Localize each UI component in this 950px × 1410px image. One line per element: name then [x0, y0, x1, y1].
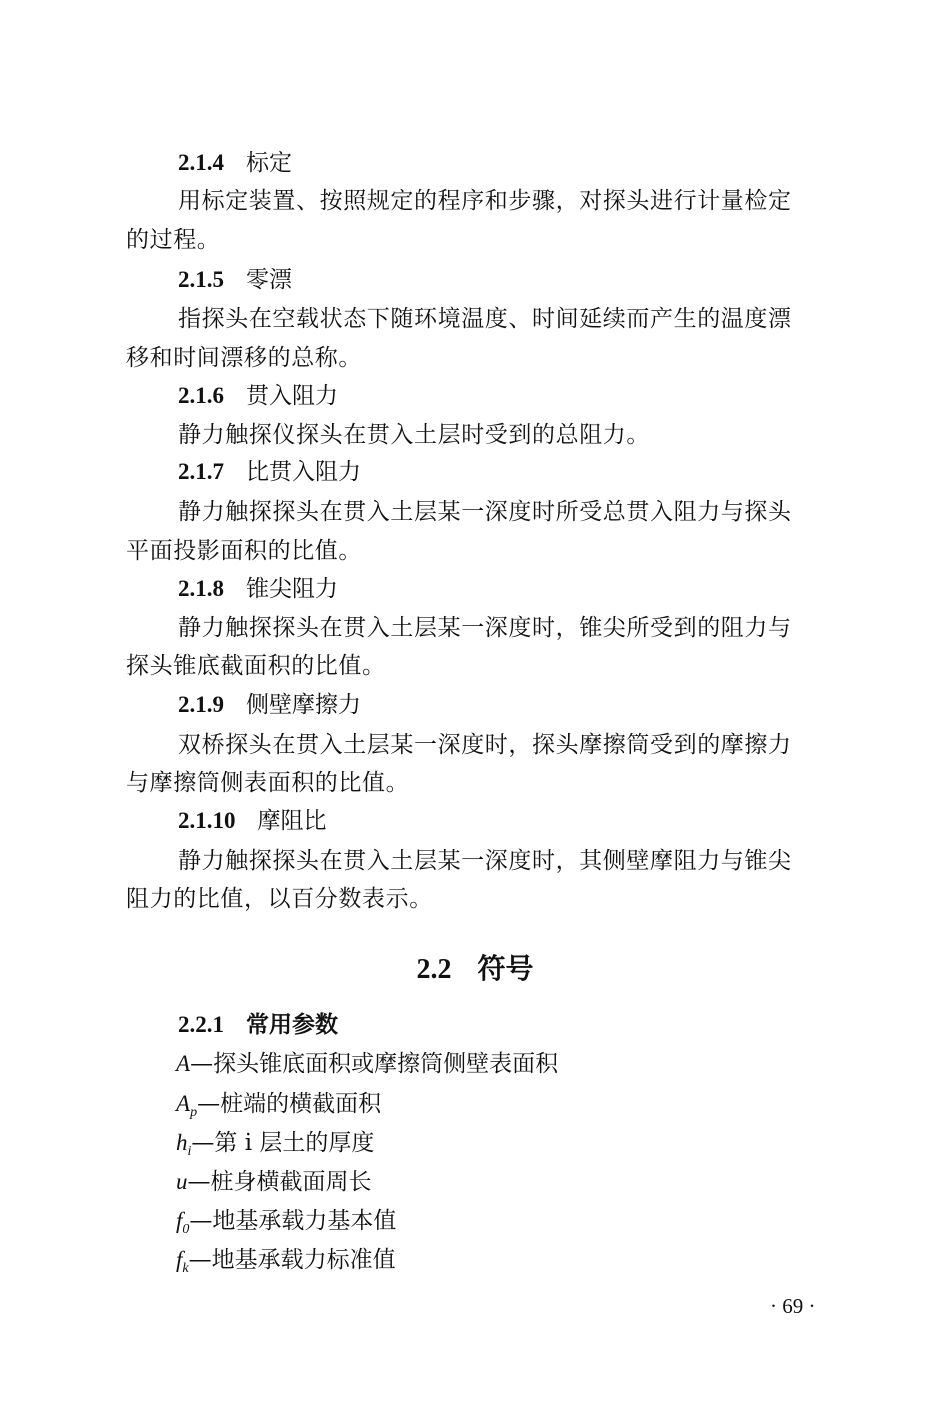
- clause-term: 零漂: [246, 267, 292, 293]
- clause-number: 2.1.10: [178, 808, 236, 833]
- symbol-description: —探头锥底面积或摩擦筒侧壁表面积: [190, 1051, 559, 1077]
- section-number: 2.2: [416, 954, 452, 985]
- symbol-subscript: p: [190, 1105, 198, 1120]
- clause-text-line: 双桥探头在贯入土层某一深度时，探头摩擦筒受到的摩擦力: [178, 732, 792, 758]
- clause-text-line: 的过程。: [126, 227, 221, 253]
- symbol-description: —桩端的横截面积: [197, 1091, 382, 1117]
- symbol-subscript: i: [187, 1144, 192, 1159]
- section-name: 符号: [477, 952, 534, 985]
- clause-number: 2.1.4: [178, 150, 224, 175]
- clause-heading: [178, 148, 292, 178]
- section-title: [0, 952, 950, 987]
- clause-text-line: 静力触探探头在贯入土层某一深度时，其侧壁摩阻力与锥尖: [178, 848, 792, 874]
- symbol: $A_p$: [176, 1091, 198, 1120]
- clause-text-line: 移和时间漂移的总称。: [126, 345, 362, 371]
- clause-heading: [178, 457, 361, 487]
- clause-text-line: 与摩擦筒侧表面积的比值。: [126, 770, 410, 796]
- clause-term: 锥尖阻力: [246, 576, 338, 602]
- symbol-description: —桩身横截面周长: [187, 1169, 372, 1195]
- clause-term: 标定: [246, 150, 292, 176]
- page-number: · 69 ·: [770, 1294, 816, 1318]
- symbol-description: —地基承载力基本值: [189, 1208, 397, 1234]
- symbol-entry: [176, 1049, 558, 1079]
- symbol-description: —第 i 层土的厚度: [191, 1130, 375, 1156]
- clause-number: 2.1.7: [178, 459, 224, 484]
- clause-number: 2.1.6: [178, 383, 224, 408]
- clause-text-line: 平面投影面积的比值。: [126, 538, 362, 564]
- symbol: u: [176, 1169, 188, 1194]
- symbol-entry: [176, 1089, 381, 1128]
- symbol-entry: [176, 1167, 372, 1197]
- clause-text-line: 指探头在空载状态下随环境温度、时间延续而产生的温度漂: [178, 306, 792, 332]
- clause-text-line: 静力触探探头在贯入土层某一深度时，锥尖所受到的阻力与: [178, 615, 792, 641]
- clause-number: 2.1.8: [178, 576, 224, 601]
- clause-heading: [178, 574, 338, 604]
- clause-heading: [178, 690, 361, 720]
- symbol: $f_k$: [176, 1247, 189, 1276]
- symbol-description: —地基承载力标准值: [188, 1247, 396, 1273]
- subsection-title: 常用参数: [246, 1011, 338, 1038]
- symbol: $h_i$: [176, 1130, 192, 1159]
- clause-text-line: 用标定装置、按照规定的程序和步骤，对探头进行计量检定: [178, 188, 792, 214]
- clause-heading: [178, 381, 338, 411]
- symbol-subscript: k: [182, 1261, 189, 1276]
- clause-term: 摩阻比: [257, 808, 327, 834]
- clause-text-line: 静力触探探头在贯入土层某一深度时所受总贯入阻力与探头: [178, 499, 792, 525]
- clause-text-line: 阻力的比值，以百分数表示。: [126, 886, 433, 912]
- symbol: A: [176, 1051, 191, 1076]
- symbol: $f_0$: [176, 1208, 190, 1237]
- clause-term: 侧壁摩擦力: [246, 692, 361, 718]
- clause-term: 比贯入阻力: [246, 459, 361, 485]
- subsection-number: 2.2.1: [178, 1012, 224, 1037]
- symbol-subscript: 0: [182, 1222, 190, 1237]
- subsection-heading: [178, 1010, 338, 1040]
- clause-heading: [178, 265, 292, 295]
- symbol-entry: [176, 1245, 396, 1284]
- clause-number: 2.1.9: [178, 692, 224, 717]
- clause-term: 贯入阻力: [246, 383, 338, 409]
- clause-text-line: 静力触探仪探头在贯入土层时受到的总阻力。: [178, 422, 650, 448]
- clause-text-line: 探头锥底截面积的比值。: [126, 653, 386, 679]
- clause-heading: [178, 806, 327, 836]
- symbol-entry: [176, 1206, 396, 1245]
- clause-number: 2.1.5: [178, 267, 224, 292]
- symbol-entry: [176, 1128, 374, 1167]
